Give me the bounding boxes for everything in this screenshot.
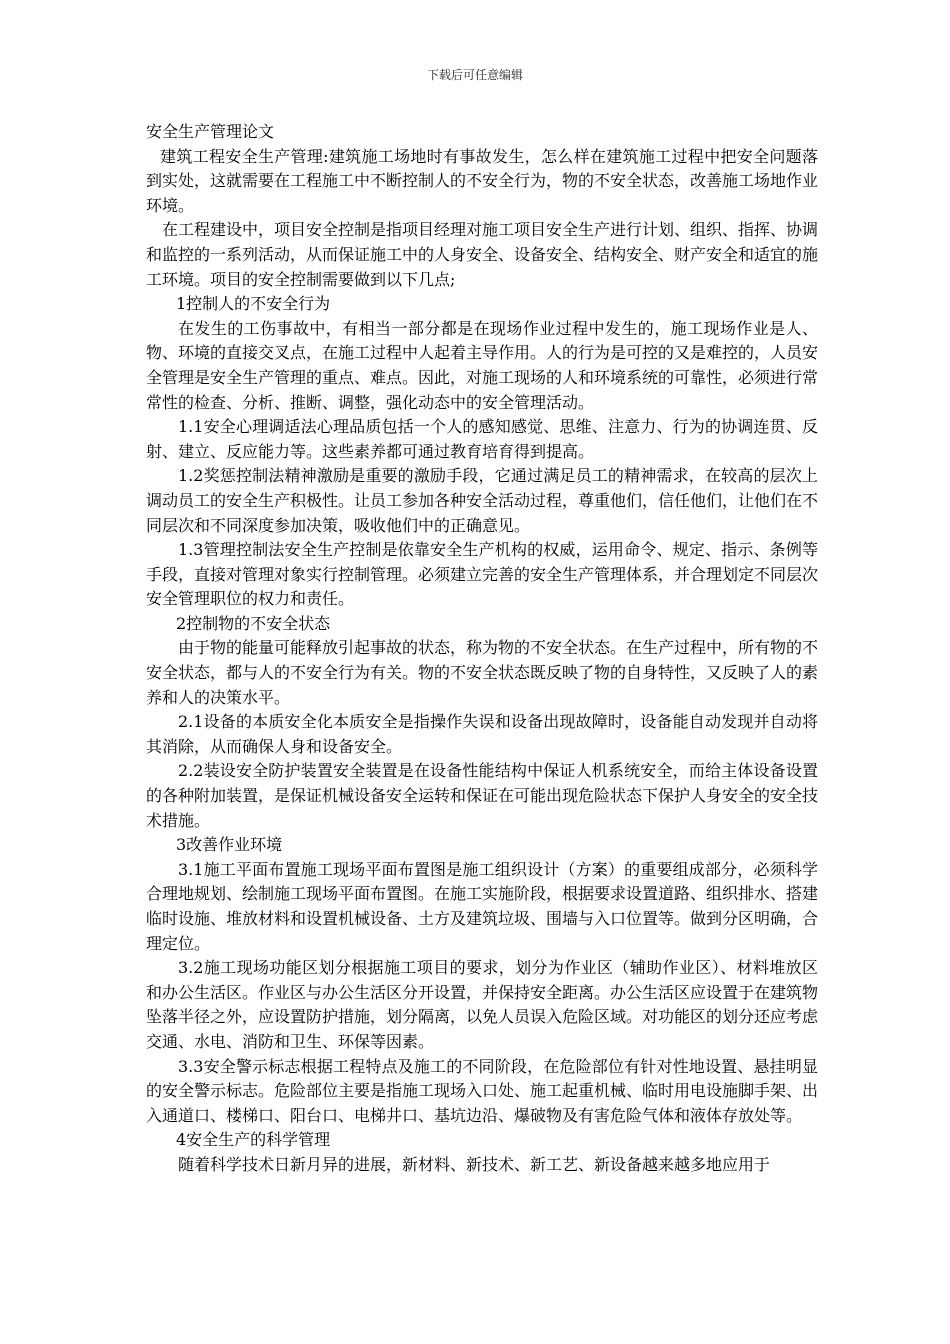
paragraph: 在发生的工伤事故中，有相当一部分都是在现场作业过程中发生的，施工现场作业是人、物、环境的直接交叉点，在施工过程中人起着主导作用。人的行为是可控的又是难控的，人员安全管理是安全生产管理的重点、难点。因此，对施工现场的人和环境系统的可靠性，必须进行常常性的检查、分析、推断、调整，强化动态中的安全管理活动。: [146, 318, 819, 412]
page-header: 下载后可任意编辑: [426, 68, 523, 82]
paragraph: 由于物的能量可能释放引起事故的状态，称为物的不安全状态。在生产过程中，所有物的不安全状态，都与人的不安全行为有关。物的不安全状态既反映了物的自身特性，又反映了人的素养和人的决策水平。: [146, 638, 819, 707]
paragraph: 3.1施工平面布置施工现场平面布置图是施工组织设计（方案）的重要组成部分，必须科学合理地规划、绘制施工现场平面布置图。在施工实施阶段，根据要求设置道路、组织排水、搭建临时设施、堆放材料和设置机械设备、土方及建筑垃圾、围墙与入口位置等。做到分区明确，合理定位。: [146, 859, 819, 953]
section-heading: 1控制人的不安全行为: [176, 294, 331, 314]
paragraph: 1.3管理控制法安全生产控制是依靠安全生产机构的权威，运用命令、规定、指示、条例等手段，直接对管理对象实行控制管理。必须建立完善的安全生产管理体系，并合理划定不同层次安全管理职位的权力和责任。: [146, 540, 819, 609]
paragraph: 在工程建设中，项目安全控制是指项目经理对施工项目安全生产进行计划、组织、指挥、协调和监控的一系列活动，从而保证施工中的人身安全、设备安全、结构安全、财产安全和适宜的施工环境。项目的安全控制需要做到以下几点;: [146, 220, 819, 289]
section-heading: 2控制物的不安全状态: [176, 613, 331, 633]
paragraph: 建筑工程安全生产管理:建筑施工场地时有事故发生，怎么样在建筑施工过程中把安全问题落到实处，这就需要在工程施工中不断控制人的不安全行为，物的不安全状态，改善施工场地作业环境。: [146, 146, 819, 215]
section-heading: 4安全生产的科学管理: [176, 1130, 331, 1150]
paragraph: 1.2奖惩控制法精神激励是重要的激励手段，它通过满足员工的精神需求，在较高的层次上调动员工的安全生产积极性。让员工参加各种安全活动过程，尊重他们，信任他们，让他们在不同层次和不同深度参加决策，吸收他们中的正确意见。: [146, 466, 819, 535]
paragraph: 2.1设备的本质安全化本质安全是指操作失误和设备出现故障时，设备能自动发现并自动将其消除，从而确保人身和设备安全。: [146, 712, 818, 756]
paragraph: 1.1安全心理调适法心理品质包括一个人的感知感觉、思维、注意力、行为的协调连贯、反射、建立、反应能力等。这些素养都可通过教育培育得到提高。: [146, 417, 818, 461]
paragraph: 2.2装设安全防护装置安全装置是在设备性能结构中保证人机系统安全，而给主体设备设置的各种附加装置，是保证机械设备安全运转和保证在可能出现危险状态下保护人身安全的安全技术措施。: [146, 761, 819, 830]
paragraph: 3.2施工现场功能区划分根据施工项目的要求，划分为作业区（辅助作业区）、材料堆放区和办公生活区。作业区与办公生活区分开设置，并保持安全距离。办公生活区应设置于在建筑物坠落半径之外，应设置防护措施，划分隔离，以免人员误入危险区域。对功能区的划分还应考虑交通、水电、消防和卫生、环保等因素。: [146, 958, 819, 1051]
paragraph: 随着科学技术日新月异的进展，新材料、新技术、新工艺、新设备越来越多地应用于: [178, 1154, 771, 1174]
paragraph: 3.3安全警示标志根据工程特点及施工的不同阶段，在危险部位有针对性地设置、悬挂明显的安全警示标志。危险部位主要是指施工现场入口处、施工起重机械、临时用电设施脚手架、出入通道口、楼梯口、阳台口、电梯井口、基坑边沿、爆破物及有害危险气体和液体存放处等。: [146, 1056, 819, 1125]
document-body: [146, 120, 818, 1178]
document-title: 安全生产管理论文: [146, 122, 275, 141]
section-heading: 3改善作业环境: [176, 835, 283, 855]
